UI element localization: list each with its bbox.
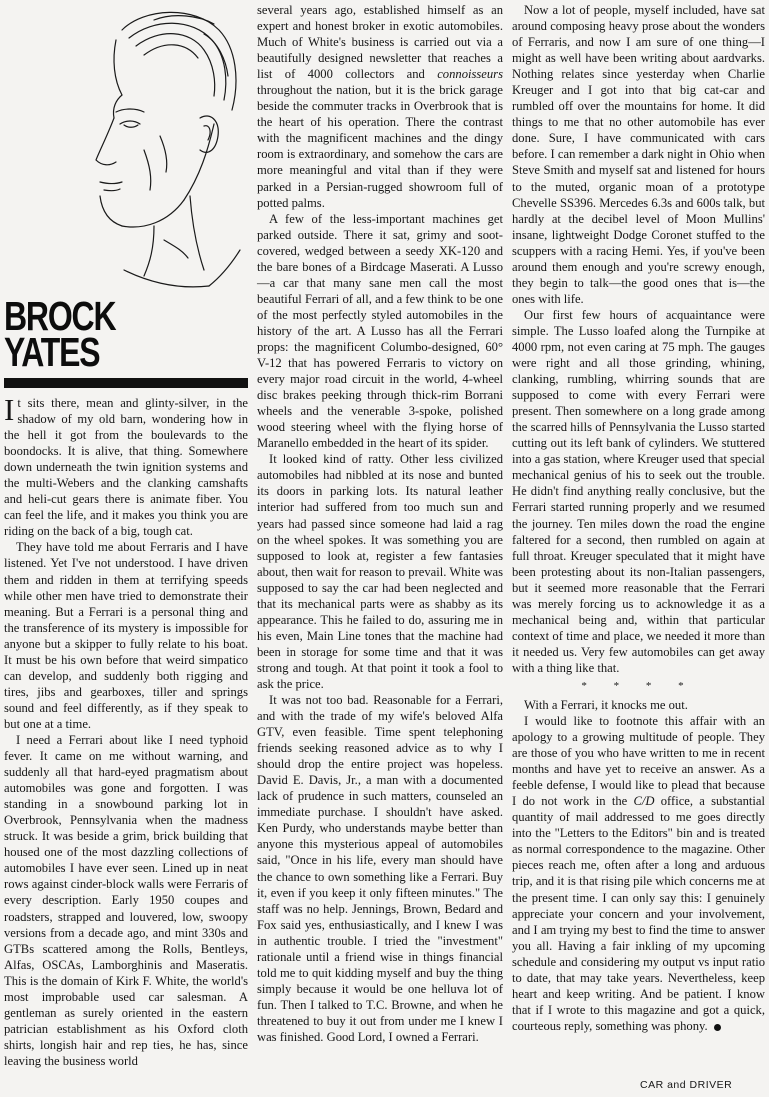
paragraph: Our first few hours of acquaintance were simple. The Lusso loafed along the Turnpike at 4000 rpm, not even caring at 75 mph. The gauges were right and all those grinding, whining, clanking, rumbling, whirring sounds that are supposed to come with every Ferrari were present. Then somewhere on a long grade among the scarred hills of Pennsylvania the Lusso started cutting out its left bank of cylinders. We stuttered into a gas station, where Kreuger used that special mechanical genius of his to seek out the trouble. He didn't find anything really conclusive, but the Ferrari started running properly and we resumed the journey. Ten miles down the road the engine faltered for a second, then rumbled on again at full throat. Kreuger speculated that it might have been protesting about its non-Italian passengers, but it seemed more reasonable that the Ferrari was merely forcing us to acknowledge it as a mechanical being and, within that particular context of time and place, we needed it more than it needed us. Very few automobiles can get away with a thing like that.: [512, 307, 765, 675]
italic-word: connoisseurs: [437, 67, 503, 82]
paragraph: With a Ferrari, it knocks me out.: [524, 697, 688, 712]
column-1: [4, 0, 248, 1069]
paragraph-text: throughout the nation, but it is the brick garage beside the commuter tracks in Overbrook that is the heart of his operation. There the contrast with the magnificent machines and the dingy room is extraordinary, and somehow the cars are more meaningful and vital than if they were parked in a Persian-rugged showroom full of potted palms.: [257, 83, 503, 210]
paragraph-text: I would like to footnote this affair with an apology to a growing multitude of people. They are those of you who have written to me in recent months and have yet to receive an answer. As a feeble defense, I would like to plead that because I do not work in the: [512, 714, 765, 809]
byline-last-name: YATES: [4, 329, 100, 375]
author-portrait-sketch: [4, 0, 248, 296]
section-break-stars: * * * *: [581, 679, 696, 692]
paragraph-text: office, a substantial quantity of mail addressed to me goes directly into the "Letters to the Editors" bin and is treated as normal correspondence to the magazine. Other pieces reach me, often after a long and arduous trip, and it is that rising pile which concerns me at the present time. I can only say this: I genuinely appreciate your concern and your involvement, and I am trying my best to find the time to answer you all. Having a fair inkling of my upcoming schedule and considering my output vs input ratio to date, that may take years. Nevertheless, keep heart and keep writing. And be patient. I know that if I wrote to this magazine and got a quick, courteous reply, something was phony.: [512, 794, 765, 1033]
paragraph-text: several years ago, established himself as an expert and honest broker in exotic automobiles. Much of White's business is carried out via a beautifully designed newsletter that reaches a list of 4000 collectors and: [257, 3, 503, 82]
paragraph: I need a Ferrari about like I need typhoid fever. It came on me without warning, and suddenly all that hard-eyed pragmatism about automobiles was gone and forgotten. I was standing in a snowbound parking lot in Overbrook, Pennsylvania when the madness struck. It was beside a grim, brick building that housed one of the most dazzling collections of automobiles I have ever seen. Lined up in neat rows against cinder-block walls were Ferraris of every description. Early 1950 coupes and roadsters, strapped and louvered, low, swoopy versions from a decade ago, and mint 330s and GTBs scattered among the Rolls, Bentleys, Alfas, OSCAs, Lamborghinis and Maseratis. This is the domain of Kirk F. White, the world's most improbable used car salesman. A gentleman as surely oriented in the eastern patrician establishment as his Oxford cloth shirts, longish hair and rep ties, he has, since leaving the business world: [4, 732, 248, 1068]
column-2: [257, 2, 503, 1045]
paragraph: They have told me about Ferraris and I have listened. Yet I've not understood. I have driven them and ridden in them at terrifying speeds while other men have tried to demonstrate their meaning. But a Ferrari is a personal thing and the transference of its mystery is impossible for anyone but a skipper to fully relate to his boat. It must be his own before that weird simpatico can develop, and suddenly both rigging and tires, jibs and gearboxes, tiller and springs sound and feel differently, as if they speak to but one at a time.: [4, 540, 248, 731]
paragraph: It was not too bad. Reasonable for a Ferrari, and with the trade of my wife's beloved Alfa GTV, even feasible. Time spent telephoning friends seeking reasoned advice as to why I should drop the entire project was hopeless. David E. Davis, Jr., a man with a documented lack of prudence in such matters, counseled an immediate purchase. I shouldn't have asked. Ken Purdy, who understands maybe better than anyone this mysterious appeal of automobiles said, "Once in his life, every man should have the chance to own something like a Ferrari. Buy it, even if you keep it only fifteen minutes." The staff was no help. Jennings, Brown, Bedard and Fox said yes, enthusiastically, and I knew I was in authentic trouble. I tried the "investment" rationale until a friend wise in things financial told me to quit kidding myself and buy the thing simply because it would be one helluva lot of fun. Then I talked to T.C. Browne, and when he threatened to buy it out from under me I knew I was finished. Good Lord, I owned a Ferrari.: [257, 693, 503, 1044]
column-3: [512, 2, 765, 1034]
paragraph: It looked kind of ratty. Other less civilized automobiles had nibbled at its nose and bunted its doors in parking lots. Its natural leather interior had suffered from too much sun and years had passed since someone had laid a rag on the wheel spokes. It was something you are supposed to look at, register a few fantasies about, then wait for reason to prevail. White was supposed to say the car had been neglected and that its mechanical parts were as shabby as its appearance. This he failed to do, assuring me in his even, Main Line tones that the machine had been in storage for some time and that it was strong and tough. At that point it took a fool to ask the price.: [257, 452, 503, 691]
byline-first-name: BROCK: [4, 293, 116, 339]
end-mark-bullet-icon: [714, 1024, 721, 1031]
author-byline: [4, 293, 194, 375]
drop-cap: I: [4, 392, 15, 427]
heavy-divider-rule: [4, 378, 248, 388]
paragraph: [257, 2, 503, 211]
paragraph: A few of the less-important machines get parked outside. There it sat, grimy and soot-covered, wedged between a seedy XK-120 and the bare bones of a Birdcage Maserati. A Lusso—a car that many sane men call the most beautiful Ferrari of all, and a few think to be one of the most perfectly styled automobiles in the history of the art. A Lusso has all the Ferrari props: the magnificent Columbo-designed, 60° V-12 that has powered Ferraris to victory on every major road circuit in the world, 4-wheel disc brakes peeking through thick-rim Borrani wheels and the venerable 3-spoke, polished wood steering wheel with the flying horse of Maranello embedded in the heart of its spider.: [257, 211, 503, 451]
magazine-footer: CAR and DRIVER: [640, 1079, 733, 1091]
paragraph: [512, 713, 765, 1034]
italic-abbreviation: C/D: [633, 794, 655, 809]
paragraph: Now a lot of people, myself included, have sat around composing heavy prose about the wonders of Ferraris, and now I am sure of one thing—I might as well have been writing about aardvarks. Nothing relates since yesterday when Charlie Kreuger and I got into that big cat-car and rumbled off over the mountains for home. It did things to me that no other automobile has ever done. Sure, I have communicated with cars before. I can remember a dark night in Ohio when Steve Smith and myself sat and listened for hours to the muted, organic moan of a prototype Chevelle SS396. Mercedes 6.3s and 600s talk, but hardly at the decibel level of Moon Mullins' insane, lightweight Dodge Coronet stuffed to the scuppers with a racing Hemi. Yes, if you've been around them enough and you're screwy enough, they begin to talk—the good ones that is—the ones with life.: [512, 3, 765, 306]
paragraph: [4, 392, 248, 539]
paragraph-text: t sits there, mean and glinty-silver, in the shadow of my old barn, wondering how in the hell it got from the boulevards to the boondocks. It is alive, that thing. Somewhere down underneath the twin ignition systems and the multi-Webers and the clanking camshafts and heli-cut gears there is animate fiber. You can feel the life, and it makes you think you are riding on the back of a big, tough cat.: [4, 396, 248, 539]
